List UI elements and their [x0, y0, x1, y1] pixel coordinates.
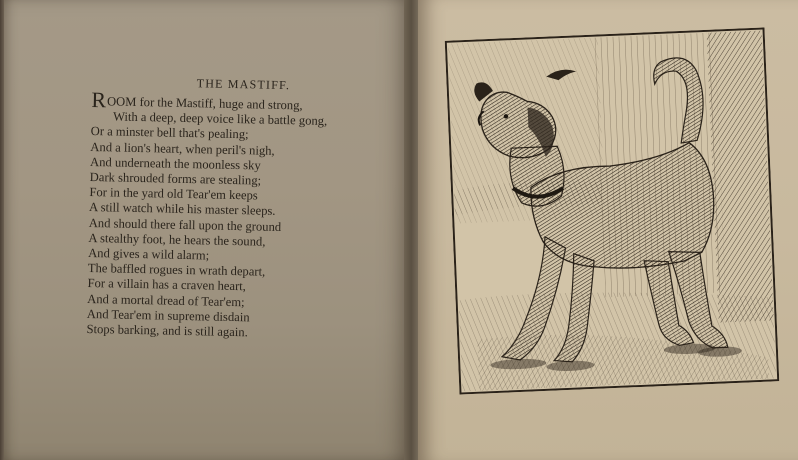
poem-first-line-text: OOM for the Mastiff, huge and strong, [106, 94, 303, 113]
poem-line: Or a minster bell that's pealing; [90, 124, 249, 142]
drop-cap: R [91, 86, 107, 113]
poem-line: And a mortal dread of Tear'em; [87, 291, 245, 309]
poem-line: A stealthy foot, he hears the sound, [88, 230, 266, 249]
poem-line: And underneath the moonless sky [89, 154, 261, 173]
poem-line: With a deep, deep voice like a battle gong, [112, 109, 328, 129]
poem-line: Dark shrouded forms are stealing; [89, 169, 262, 188]
poem-title: THE MASTIFF. [196, 76, 291, 93]
poem-line: For a villain has a craven heart, [87, 276, 247, 294]
poem-line: A still watch while his master sleeps. [88, 200, 276, 219]
mastiff-illustration [445, 27, 780, 394]
poem-line: And Tear'em in supreme disdain [86, 306, 250, 325]
poem-lines [86, 109, 391, 343]
poem [86, 70, 392, 343]
poem-line: The baffled rogues in wrath depart, [87, 261, 266, 279]
poem-line: And gives a wild alarm; [88, 245, 210, 263]
poem-line: And a lion's heart, when peril's nigh, [90, 139, 275, 158]
poem-line: For in the yard old Tear'em keeps [89, 185, 258, 203]
mastiff-engraving [445, 27, 780, 394]
poem-line: And should there fall upon the ground [88, 215, 282, 234]
left-page [4, 0, 412, 460]
poem-line: Stops barking, and is still again. [86, 321, 248, 340]
